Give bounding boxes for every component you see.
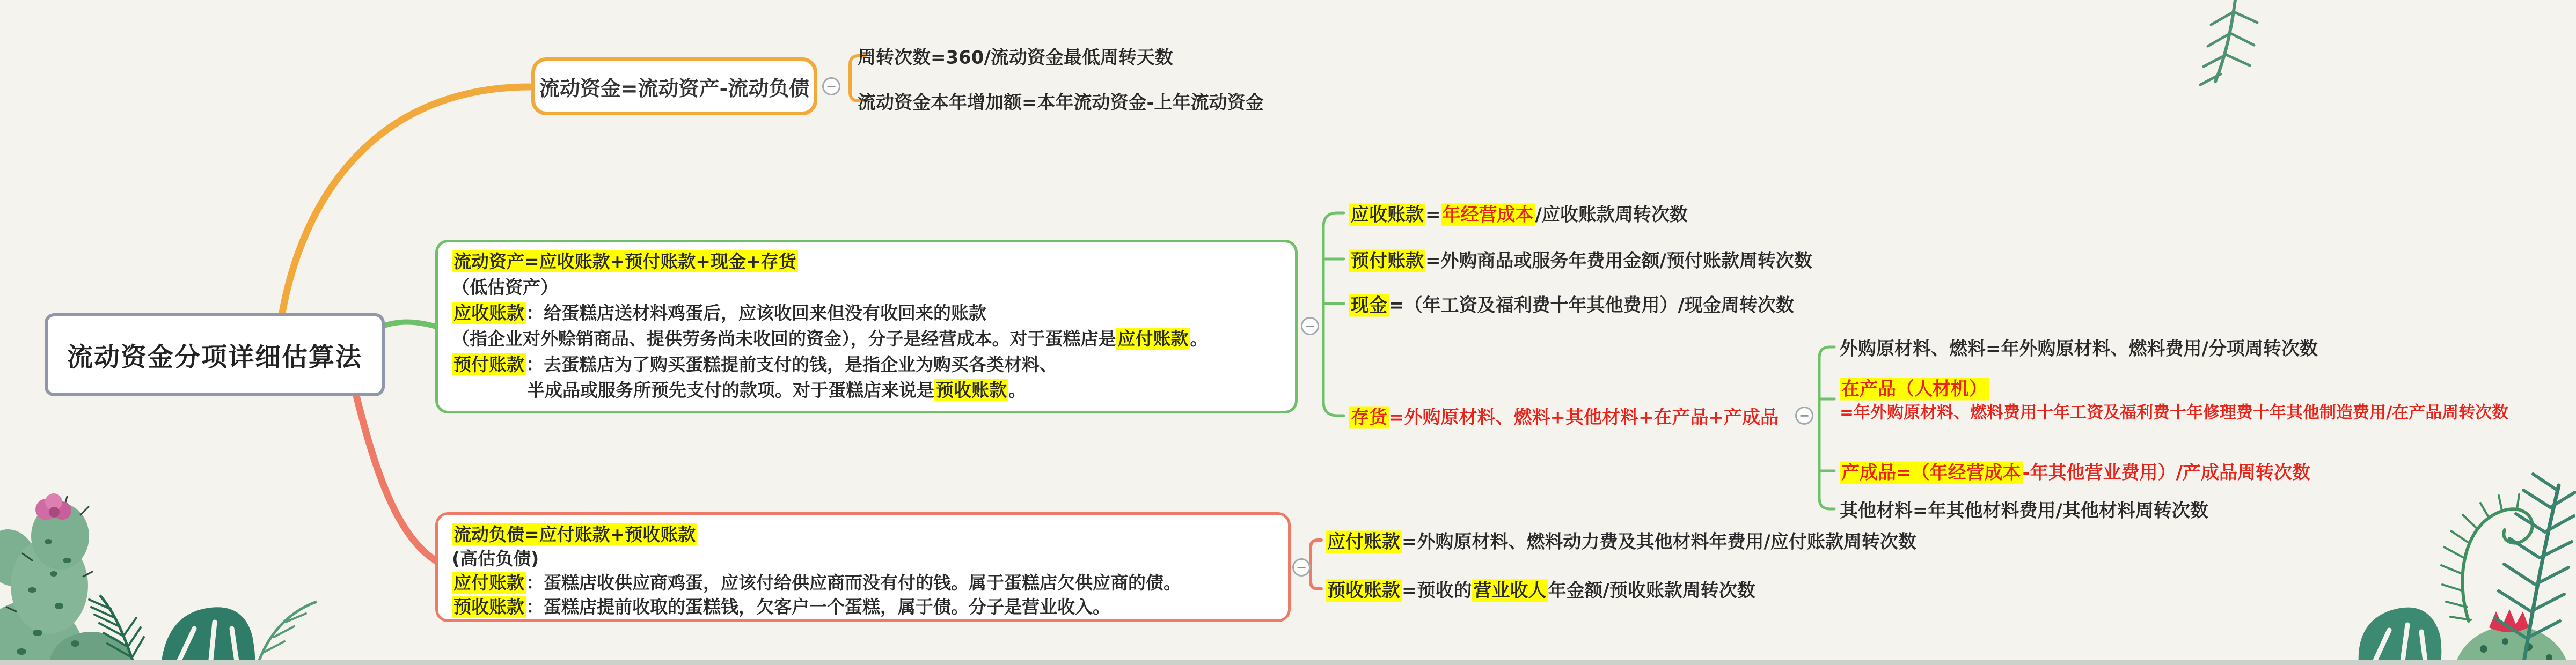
working-capital-node[interactable] xyxy=(531,57,817,115)
assets-prepaid-cont-line xyxy=(452,378,1284,403)
minus-icon: − xyxy=(1296,560,1307,575)
text-segment: 营业收人 xyxy=(1472,580,1548,602)
text-segment: =年外购原材料、燃料费用十年工资及福利费十年修理费十年其他制造费用/在产品周转次数 xyxy=(1840,403,2509,423)
leaf-turnover-times[interactable] xyxy=(858,43,1173,69)
text-segment: =（年工资及福利费十年其他费用）/现金周转次数 xyxy=(1389,294,1794,316)
assets-prepaid-line xyxy=(452,352,1284,378)
leaf-purchased-materials-fuel[interactable] xyxy=(1840,334,2318,360)
leaf-work-in-progress-title[interactable] xyxy=(1840,374,1989,401)
text-segment: 预付账款 xyxy=(452,353,526,375)
collapse-icon[interactable] xyxy=(822,77,840,95)
text-segment: 在产品（人材机） xyxy=(1840,378,1989,401)
text-segment: 年经营成本 xyxy=(1441,204,1535,226)
liabilities-note-line xyxy=(452,546,1277,571)
text-segment: =预收的 xyxy=(1402,580,1472,602)
text-segment: 预收账款 xyxy=(452,596,526,618)
minus-icon: − xyxy=(1798,408,1810,423)
root-node-label: 流动资金分项详细估算法 xyxy=(67,342,362,372)
text-segment: 应付账款 xyxy=(1116,328,1190,350)
liabilities-payable-line xyxy=(452,571,1277,595)
inventory-bracket-stubs xyxy=(1819,399,1834,471)
assets-formula-line xyxy=(452,249,1284,275)
text-segment: 应付账款 xyxy=(452,572,526,594)
text-segment: 预付账款 xyxy=(1349,250,1425,272)
text-segment: 。 xyxy=(1008,380,1026,401)
assets-children-bracket xyxy=(1323,213,1344,416)
minus-icon: − xyxy=(825,79,837,94)
text-segment: 流动资金本年增加额=本年流动资金-上年流动资金 xyxy=(858,92,1264,114)
leaf-finished-goods[interactable] xyxy=(1840,458,2310,484)
assets-receivable-note-line xyxy=(452,326,1284,352)
text-segment: 应收账款 xyxy=(1349,204,1425,226)
leaf-annual-increase[interactable] xyxy=(858,88,1264,114)
text-segment: -年其他营业费用）/产成品周转次数 xyxy=(2022,462,2311,484)
text-segment: =外购商品或服务年费用金额/预付账款周转次数 xyxy=(1425,250,1812,272)
text-segment: 外购原材料、燃料=年外购原材料、燃料费用/分项周转次数 xyxy=(1840,338,2318,360)
text-segment: 存货 xyxy=(1349,407,1389,429)
text-segment: ：蛋糕店收供应商鸡蛋，应该付给供应商而没有付的钱。属于蛋糕店欠供应商的债。 xyxy=(526,572,1181,593)
text-segment: ：蛋糕店提前收取的蛋糕钱，欠客户一个蛋糕，属于债。分子是营业收入。 xyxy=(526,596,1110,617)
assets-note-line xyxy=(452,275,1284,300)
leaf-inventory[interactable] xyxy=(1349,403,1779,429)
text-segment: （低估资产） xyxy=(452,277,558,298)
text-segment: 应收账款 xyxy=(452,302,526,324)
text-segment: 。 xyxy=(1190,328,1208,349)
text-segment: 预收账款 xyxy=(934,379,1008,401)
text-segment: /应收账款周转次数 xyxy=(1535,204,1688,226)
text-segment: （指企业对外赊销商品、提供劳务尚未收回的资金），分子是经营成本。对于蛋糕店是 xyxy=(452,328,1116,349)
text-segment: 流动资产=应收账款+预付账款+现金+存货 xyxy=(452,250,798,272)
text-segment: 流动负债=应付账款+预收账款 xyxy=(452,523,697,545)
liabilities-children-bracket xyxy=(1311,540,1321,589)
leaf-accounts-receivable[interactable] xyxy=(1349,200,1688,226)
working-capital-node-label: 流动资金=流动资产-流动负债 xyxy=(539,76,810,100)
text-segment: (高估负债) xyxy=(452,548,539,569)
bottom-edge-strip xyxy=(0,660,2576,665)
root-node[interactable] xyxy=(45,313,385,396)
text-segment: = xyxy=(1425,204,1441,226)
text-segment: ：给蛋糕店送材料鸡蛋后，应该收回来但没有收回来的账款 xyxy=(526,302,986,323)
leaf-advance-receipts[interactable] xyxy=(1326,576,1755,602)
leaf-work-in-progress-formula[interactable] xyxy=(1840,399,2508,423)
collapse-icon[interactable] xyxy=(1301,317,1319,335)
liabilities-formula-line xyxy=(452,522,1277,546)
pink-flower-icon xyxy=(35,493,71,520)
text-segment: 其他材料=年其他材料费用/其他材料周转次数 xyxy=(1840,500,2208,522)
current-assets-node[interactable] xyxy=(435,240,1298,413)
text-segment: 年金额/预收账款周转次数 xyxy=(1548,580,1755,602)
current-liabilities-node[interactable] xyxy=(435,512,1291,622)
text-segment: 现金 xyxy=(1349,294,1389,317)
text-segment: =外购原材料、燃料动力费及其他材料年费用/应付账款周转次数 xyxy=(1402,531,1916,553)
assets-receivable-line xyxy=(452,300,1284,326)
minus-icon: − xyxy=(1304,319,1316,334)
green-branch-connector xyxy=(383,322,436,327)
collapse-icon[interactable] xyxy=(1292,558,1311,577)
text-segment: 产成品=（年经营成本 xyxy=(1840,462,2023,484)
assets-bracket-stubs xyxy=(1323,259,1344,304)
leaf-other-materials[interactable] xyxy=(1840,496,2208,522)
leaf-prepaid-accounts[interactable] xyxy=(1349,246,1812,272)
leaf-cash[interactable] xyxy=(1349,291,1794,317)
collapse-icon[interactable] xyxy=(1795,407,1813,425)
text-segment: 半成品或服务所预先支付的款项。对于蛋糕店来说是 xyxy=(527,380,934,401)
inventory-children-bracket xyxy=(1819,347,1834,509)
text-segment: ：去蛋糕店为了购买蛋糕提前支付的钱，是指企业为购买各类材料、 xyxy=(526,354,1057,375)
red-branch-connector xyxy=(356,396,436,561)
hanging-plant-top-right xyxy=(2200,0,2257,85)
text-segment: =外购原材料、燃料+其他材料+在产品+产成品 xyxy=(1389,407,1779,428)
text-segment: 应付账款 xyxy=(1326,531,1402,553)
liabilities-advance-line xyxy=(452,595,1277,619)
text-segment: 周转次数=360/流动资金最低周转天数 xyxy=(858,47,1173,69)
text-segment: 预收账款 xyxy=(1326,580,1402,602)
leaf-accounts-payable[interactable] xyxy=(1326,527,1916,553)
plants-bottom-right xyxy=(2359,474,2575,665)
